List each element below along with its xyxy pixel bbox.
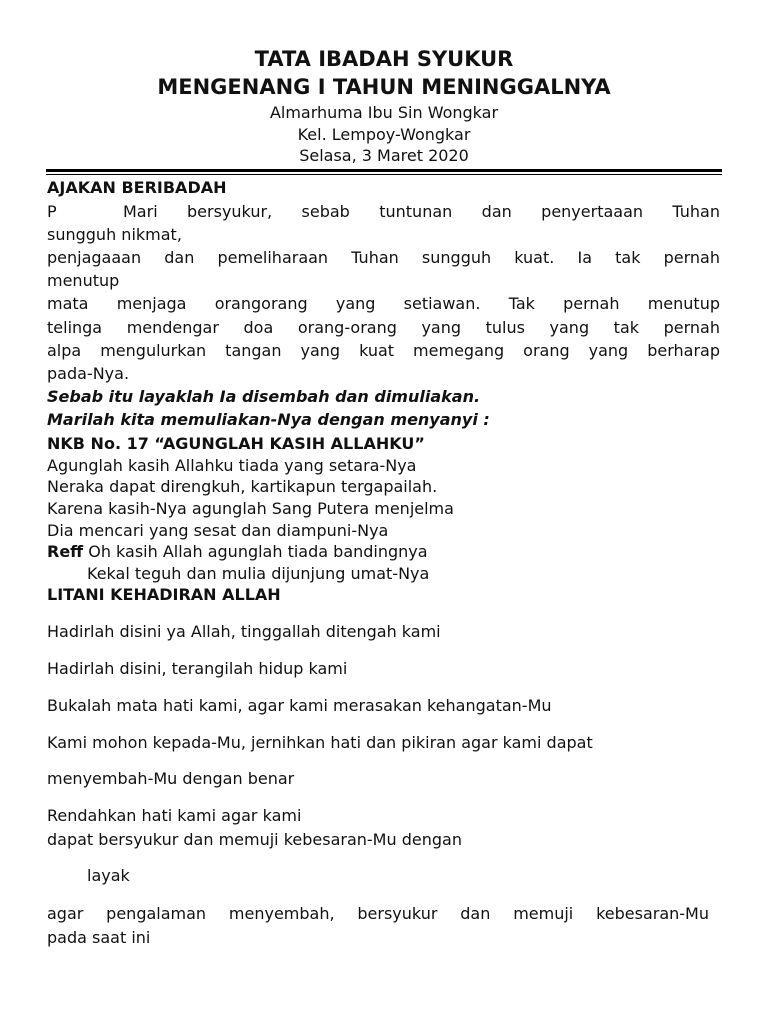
ajakan-line: pada-Nya. — [47, 364, 130, 383]
song-line: Agunglah kasih Allahku tiada yang setara-Nya — [47, 456, 417, 475]
header-divider-thick — [46, 169, 722, 172]
deceased-name: Almarhuma Ibu Sin Wongkar — [269, 103, 499, 122]
ajakan-emphasis: Sebab itu layaklah Ia disembah dan dimuliakan. — [47, 387, 481, 406]
document-title-line2: MENGENANG I TAHUN MENINGGALNYA — [157, 75, 611, 99]
refrain-line: Kekal teguh dan mulia dijunjung umat-Nya — [87, 564, 430, 583]
service-date: Selasa, 3 Maret 2020 — [299, 146, 469, 165]
litani-line: Rendahkan hati kami agar kami — [47, 806, 302, 825]
ajakan-line: sungguh nikmat, — [47, 225, 182, 244]
refrain-label: Reff — [47, 542, 84, 561]
litani-line: dapat bersyukur dan memuji kebesaran-Mu dengan — [47, 830, 462, 849]
litani-line: pada saat ini — [47, 928, 151, 947]
section-heading-ajakan: AJAKAN BERIBADAH — [47, 178, 227, 197]
song-refrain — [47, 542, 428, 562]
song-heading: NKB No. 17 “AGUNGLAH KASIH ALLAHKU” — [47, 434, 425, 453]
ajakan-line: telinga mendengar doa orang-orang yang tulus yang tak pernah — [47, 318, 720, 337]
section-heading-litani: LITANI KEHADIRAN ALLAH — [47, 585, 281, 604]
litani-line: Bukalah mata hati kami, agar kami merasakan kehangatan-Mu — [47, 696, 552, 715]
litani-line: agar pengalaman menyembah, bersyukur dan memuji kebesaran-Mu — [47, 904, 709, 923]
document-title-line1: TATA IBADAH SYUKUR — [254, 47, 514, 71]
song-line: Neraka dapat direngkuh, kartikapun tergapailah. — [47, 477, 438, 496]
litani-line: Hadirlah disini, terangilah hidup kami — [47, 659, 348, 678]
ajakan-line: Mari bersyukur, sebab tuntunan dan penyertaaan Tuhan — [123, 202, 720, 221]
location: Kel. Lempoy-Wongkar — [297, 125, 471, 144]
litani-line: menyembah-Mu dengan benar — [47, 769, 295, 788]
song-line: Dia mencari yang sesat dan diampuni-Nya — [47, 521, 389, 540]
header-divider-thin — [46, 174, 722, 175]
refrain-line: Oh kasih Allah agunglah tiada bandingnya — [83, 542, 428, 561]
ajakan-line: menutup — [47, 271, 120, 290]
ajakan-line: penjagaaan dan pemeliharaan Tuhan sungguh kuat. Ia tak pernah — [47, 248, 720, 267]
ajakan-line: alpa mengulurkan tangan yang kuat memegang orang yang berharap — [47, 341, 720, 360]
litani-line: layak — [87, 866, 130, 885]
ajakan-line: mata menjaga orangorang yang setiawan. Tak pernah menutup — [47, 294, 720, 313]
litani-line: Kami mohon kepada-Mu, jernihkan hati dan pikiran agar kami dapat — [47, 733, 593, 752]
ajakan-emphasis: Marilah kita memuliakan-Nya dengan menyanyi : — [47, 410, 490, 429]
leader-marker: P — [47, 202, 57, 221]
song-line: Karena kasih-Nya agunglah Sang Putera menjelma — [47, 499, 454, 518]
litani-line: Hadirlah disini ya Allah, tinggallah ditengah kami — [47, 622, 441, 641]
